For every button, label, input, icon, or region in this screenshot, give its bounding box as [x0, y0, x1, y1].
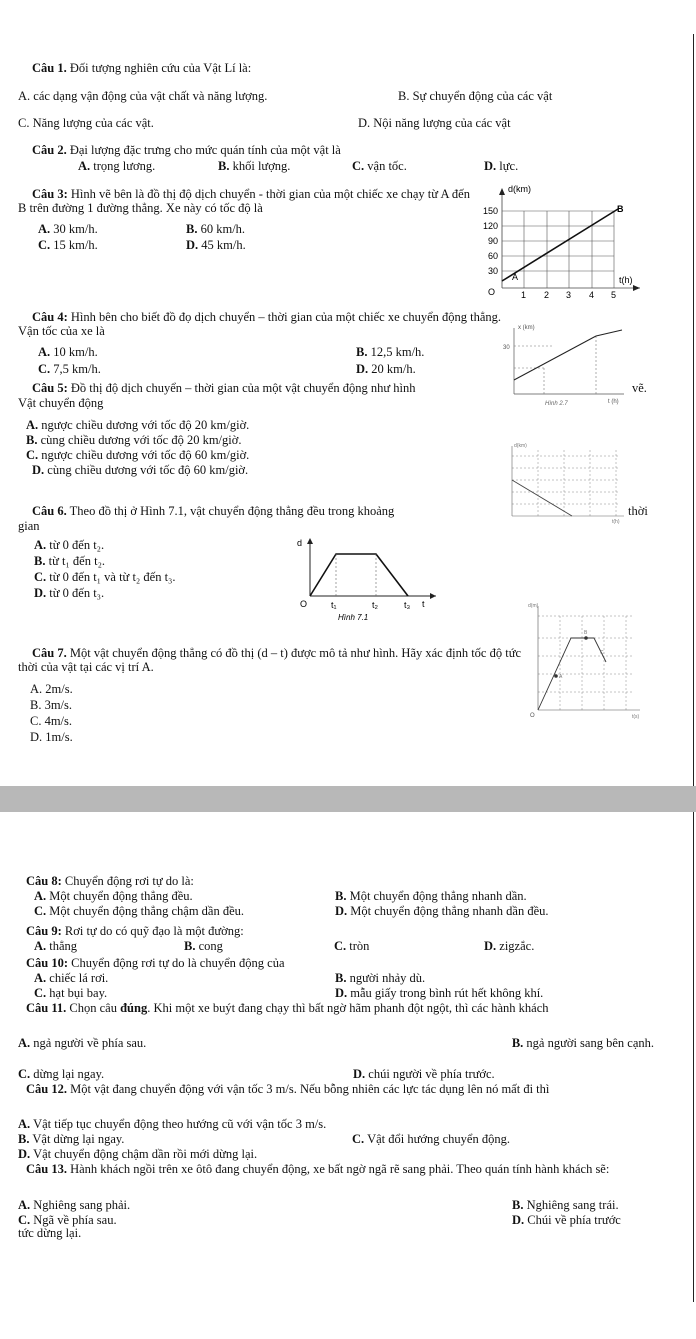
- q3-y-arrow: [499, 188, 505, 195]
- q12-option-c: C. Vật đổi hướng chuyển động.: [352, 1132, 510, 1146]
- q6-caption: Hình 7.1: [338, 613, 369, 622]
- q10-stem: Câu 10: Chuyển động rơi tự do là chuyển động của: [26, 956, 285, 970]
- q11-option-a: A. ngả người về phía sau.: [18, 1036, 147, 1050]
- q2-stem: Câu 2. Đại lượng đặc trưng cho mức quán tính của một vật là: [32, 143, 341, 157]
- q5-option-b: B. cùng chiều dương với tốc độ 20 km/giờ.: [26, 433, 242, 447]
- q12-option-b: B. Vật dừng lại ngay.: [18, 1132, 125, 1146]
- q4-option-a: A. 10 km/h.: [38, 345, 98, 359]
- q3-graph: [478, 182, 648, 300]
- q6-t3-label: t₃: [404, 600, 411, 610]
- q4-ytick: 30: [503, 345, 510, 351]
- q4-data-line: [514, 336, 596, 380]
- q11-option-d: D. chúi người về phía trước.: [353, 1067, 495, 1081]
- q8-option-d: D. Một chuyển động thẳng nhanh dần đều.: [335, 904, 549, 918]
- q3-data-line: [502, 209, 618, 281]
- q6-option-d: D. từ 0 đến t₃.: [34, 586, 105, 600]
- q3-option-c: C. 15 km/h.: [38, 238, 98, 252]
- q5-data-line: [512, 480, 572, 516]
- q3-xtick-3: 3: [566, 290, 572, 300]
- q3-xlabel: t(h): [619, 275, 633, 285]
- q6-graph: [296, 534, 446, 624]
- q1-option-b: B. Sự chuyển động của các vật: [398, 89, 553, 103]
- q3-point-a: A: [512, 272, 519, 282]
- q4-ylabel: x (km): [518, 325, 535, 331]
- q7-point-b: [584, 636, 588, 640]
- q4-graph: [500, 320, 630, 406]
- q3-xtick-5: 5: [611, 290, 617, 300]
- q3-ytick-30: 30: [488, 266, 499, 276]
- q13-option-d: D. Chúi về phía trước: [512, 1213, 621, 1227]
- q6-t1-label: t₁: [331, 600, 337, 610]
- q6-option-a: A. từ 0 đến t₂.: [34, 538, 105, 552]
- q6-stem-line2: gian: [18, 519, 40, 533]
- q7-label-b: B: [584, 630, 588, 636]
- q4-xlabel: t (h): [608, 399, 619, 405]
- q9-option-d: D. zigzắc.: [484, 939, 535, 953]
- q13-option-a: A. Nghiêng sang phải.: [18, 1198, 131, 1212]
- q12-stem: Câu 12. Một vật đang chuyển động với vận tốc 3 m/s. Nếu bỗng nhiên các lực tác dụng lên nó mất đi thì: [26, 1082, 550, 1096]
- q9-option-a: A. thẳng: [34, 939, 78, 953]
- q10-option-d: D. mẫu giấy trong bình rút hết không khí.: [335, 986, 544, 1000]
- q9-option-b: B. cong: [184, 939, 223, 953]
- q13-option-d-continued: tức dừng lại.: [18, 1226, 82, 1240]
- q8-stem: Câu 8: Chuyển động rơi tự do là:: [26, 874, 194, 888]
- q6-t2-label: t₂: [372, 600, 378, 610]
- q3-stem: Câu 3: Hình vẽ bên là đồ thị độ dịch chuyển - thời gian của một chiếc xe chạy từ A đến B trên đường 1 đường thẳng. Xe này có tốc độ là: [18, 187, 470, 215]
- q5-option-d: D. cùng chiều dương với tốc độ 60 km/giờ.: [32, 463, 249, 477]
- q6-stem-tail: thời: [628, 504, 648, 518]
- q6-stem: Câu 6. Theo đồ thị ở Hình 7.1, vật chuyển động thẳng đều trong khoảng: [32, 504, 395, 518]
- q6-origin: O: [300, 599, 308, 609]
- q11-option-c: C. dừng lại ngay.: [18, 1067, 105, 1081]
- q5-stem: Câu 5: Đồ thị độ dịch chuyển – thời gian của một vật chuyển động như hình: [32, 381, 416, 395]
- q3-x-arrow: [633, 285, 640, 291]
- q5-stem-tail: vẽ.: [632, 381, 647, 395]
- q10-option-c: C. hạt bụi bay.: [34, 986, 108, 1000]
- q9-stem: Câu 9: Rơi tự do có quỹ đạo là một đường:: [26, 924, 244, 938]
- q3-origin: O: [488, 287, 496, 297]
- q5-stem-line2: Vật chuyển động: [18, 396, 104, 410]
- q7-graph: [526, 602, 656, 724]
- q7-label-c: C: [600, 650, 604, 656]
- q13-stem: Câu 13. Hành khách ngồi trên xe ôtô đang chuyển động, xe bất ngờ ngã rẽ sang phải. Theo quán tính hành khách sẽ:: [26, 1162, 610, 1176]
- q7-ylabel: d(m): [528, 603, 539, 609]
- q7-option-b: B. 3m/s.: [30, 698, 73, 712]
- page-separator: [0, 786, 696, 812]
- q12-option-d: D. Vật chuyển động chậm dần rồi mới dừng lại.: [18, 1147, 258, 1161]
- q5-option-c: C. ngược chiều dương với tốc độ 60 km/giờ.: [26, 448, 250, 462]
- q1-option-d: D. Nội năng lượng của các vật: [358, 116, 511, 130]
- q7-stem: Câu 7. Một vật chuyển động thẳng có đồ thị (d – t) được mô tả như hình. Hãy xác định tốc độ tức thời của vật tại các vị trí A.: [18, 646, 522, 674]
- q9-option-c: C. tròn: [334, 939, 370, 953]
- q13-option-c: C. Ngã về phía sau.: [18, 1213, 117, 1227]
- q2-option-d: D. lực.: [484, 159, 519, 173]
- q3-ytick-120: 120: [483, 221, 499, 231]
- q3-point-b: B: [617, 204, 624, 214]
- q3-ytick-60: 60: [488, 251, 499, 261]
- q1-option-a: A. các dạng vận động của vật chất và năng lượng.: [18, 89, 268, 103]
- q5-graph: [500, 440, 630, 524]
- q10-option-a: A. chiếc lá rơi.: [34, 971, 109, 985]
- q3-ylabel: d(km): [508, 184, 531, 194]
- q3-option-b: B. 60 km/h.: [186, 222, 246, 236]
- q7-xlabel: t(s): [632, 714, 640, 720]
- q6-option-c: C. từ 0 đến t₁ và từ t₂ đến t₃.: [34, 570, 176, 584]
- q12-option-a: A. Vật tiếp tục chuyển động theo hướng cũ với vận tốc 3 m/s.: [18, 1117, 327, 1131]
- q6-ylabel: d: [297, 538, 303, 548]
- q7-option-a: A. 2m/s.: [30, 682, 73, 696]
- q5-xlabel: t(h): [612, 519, 620, 524]
- q5-ylabel: d(km): [514, 443, 527, 449]
- q3-ytick-90: 90: [488, 236, 499, 246]
- q10-option-b: B. người nhảy dù.: [335, 971, 426, 985]
- q3-xtick-1: 1: [521, 290, 527, 300]
- q8-option-c: C. Một chuyển động thẳng chậm dần đều.: [34, 904, 245, 918]
- q6-xlabel: t: [422, 599, 425, 609]
- q8-option-a: A. Một chuyển động thẳng đều.: [34, 889, 193, 903]
- q4-stem: Câu 4: Hình bên cho biết đồ đọ dịch chuyển – thời gian của một chiếc xe chuyển động thẳng. Vận tốc của xe là: [18, 310, 502, 338]
- q1-option-c: C. Năng lượng của các vật.: [18, 116, 154, 130]
- q8-option-b: B. Một chuyển động thẳng nhanh dần.: [335, 889, 527, 903]
- q2-option-b: B. khối lượng.: [218, 159, 291, 173]
- q3-xtick-4: 4: [589, 290, 595, 300]
- q3-xtick-2: 2: [544, 290, 550, 300]
- q4-option-d: D. 20 km/h.: [356, 362, 416, 376]
- q3-option-d: D. 45 km/h.: [186, 238, 246, 252]
- q3-ytick-150: 150: [483, 206, 499, 216]
- page-2: [0, 812, 696, 1339]
- q6-option-b: B. từ t₁ đến t₂.: [34, 554, 106, 568]
- q2-option-c: C. vận tốc.: [352, 159, 407, 173]
- q11-stem: Câu 11. Chọn câu đúng. Khi một xe buýt đang chạy thì bất ngờ hãm phanh đột ngột, thì các hành khách: [26, 1001, 549, 1015]
- q2-option-a: A. trọng lương.: [78, 159, 156, 173]
- q4-caption: Hình 2.7: [545, 401, 568, 406]
- q4-option-c: C. 7,5 km/h.: [38, 362, 101, 376]
- q7-option-c: C. 4m/s.: [30, 714, 73, 728]
- q7-option-d: D. 1m/s.: [30, 730, 73, 744]
- page-border: [693, 34, 694, 786]
- page-border: [693, 812, 694, 1302]
- q1-stem: Câu 1. Đối tượng nghiên cứu của Vật Lí là:: [32, 61, 252, 75]
- q13-option-b: B. Nghiêng sang trái.: [512, 1198, 619, 1212]
- q4-option-b: B. 12,5 km/h.: [356, 345, 425, 359]
- q3-option-a: A. 30 km/h.: [38, 222, 98, 236]
- q7-origin: O: [530, 713, 535, 719]
- q7-label-a: A: [559, 674, 563, 680]
- q6-data-line: [310, 554, 408, 596]
- q11-option-b: B. ngả người sang bên cạnh.: [511, 1036, 654, 1050]
- q7-point-a: [554, 674, 558, 678]
- q5-option-a: A. ngược chiều dương với tốc độ 20 km/giờ.: [26, 418, 250, 432]
